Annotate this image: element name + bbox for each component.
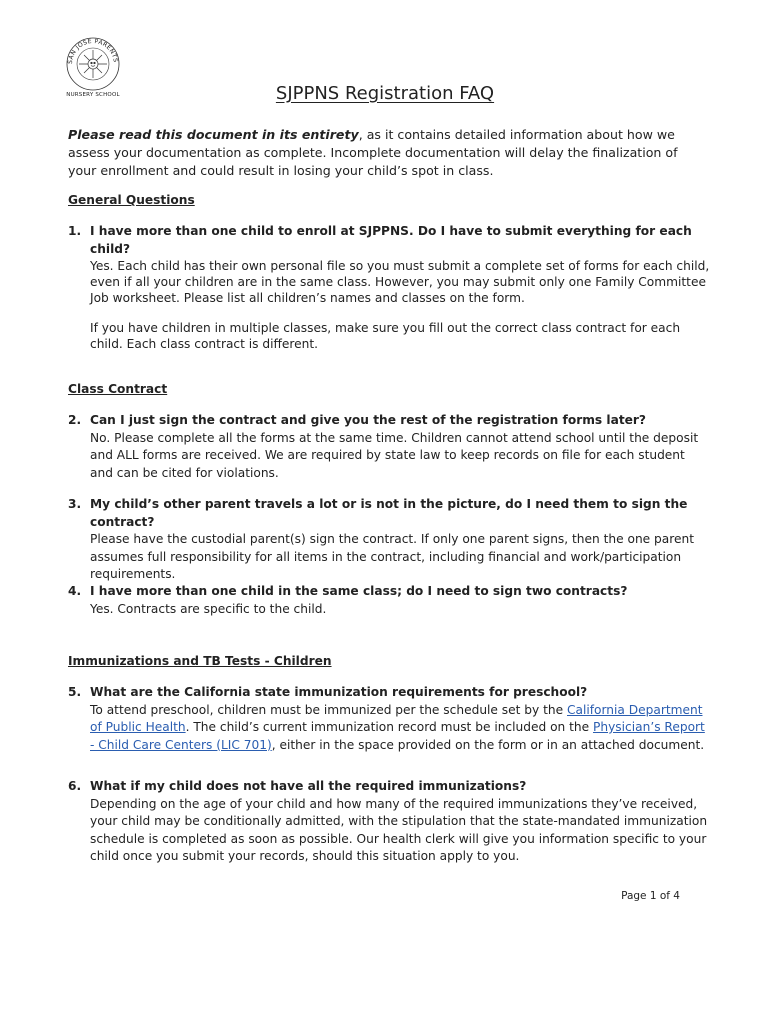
question-number: 3. — [68, 497, 82, 511]
lic701-form-link[interactable]: Physician’s Report - Child Care Centers (LIC 701) — [90, 720, 705, 752]
question-5 — [68, 684, 708, 754]
question-text: I have more than one child to enroll at SJPPNS. Do I have to submit everything for each child? — [90, 224, 692, 256]
section-heading-contract: Class Contract — [68, 382, 168, 396]
page-title: SJPPNS Registration FAQ — [275, 83, 495, 104]
section-heading-general: General Questions — [68, 193, 195, 207]
intro-rest: , as it contains detailed information about how we assess your documentation as complete. Incomplete documentation will delay the finalization of your enrollment and could result in losing your child’s spot in class. — [68, 127, 678, 178]
question-1 — [68, 223, 708, 258]
question-text: Can I just sign the contract and give you the rest of the registration forms later? — [90, 413, 647, 427]
answer-text: Depending on the age of your child and how many of the required immunizations they’ve received, your child may be conditionally admitted, with the stipulation that the state-mandated immunization schedule is completed as soon as possible. Our health clerk will give you information specific to your child once you submit your records, should this situation apply to you. — [90, 796, 708, 863]
answer-1-paragraph-2: If you have children in multiple classes, make sure you fill out the correct class contract for each child. Each class contract is different. — [90, 321, 681, 352]
intro-lead: Please read this document in its entirety — [68, 127, 359, 142]
cdph-link[interactable]: California Department of Public Health — [90, 702, 703, 734]
question-number: 2. — [68, 413, 82, 427]
question-number: 4. — [68, 584, 82, 598]
question-text: What are the California state immunization requirements for preschool? — [90, 685, 588, 699]
question-number: 1. — [68, 224, 82, 238]
logo-ring-text: SAN JOSE PARENTS — [66, 37, 120, 65]
answer-text: Yes. Contracts are specific to the child. — [90, 601, 327, 616]
answer-text: Please have the custodial parent(s) sign the contract. If only one parent signs, then the one parent assumes full responsibility for all items in the contract, including financial and work/participation requirements. — [90, 532, 694, 581]
question-text: I have more than one child in the same class; do I need to sign two contracts? — [90, 584, 628, 598]
page-number: Page 1 of 4 — [621, 890, 680, 902]
question-text: My child’s other parent travels a lot or is not in the picture, do I need them to sign the contract? — [90, 497, 688, 529]
logo-caption: NURSERY SCHOOL — [66, 92, 120, 98]
question-text: What if my child does not have all the required immunizations? — [90, 779, 527, 793]
question-number: 5. — [68, 685, 82, 699]
question-6 — [68, 778, 708, 866]
answer-text: No. Please complete all the forms at the same time. Children cannot attend school until the deposit and ALL forms are received. We are required by state law to keep records on file for each student and can be cited for violations. — [90, 430, 699, 480]
question-number: 6. — [68, 779, 82, 793]
question-3 — [68, 496, 708, 584]
intro-paragraph — [68, 126, 708, 180]
answer-text: To attend preschool, children must be immunized per the schedule set by the California Department of Public Health. The child’s current immunization record must be included on the Physician’s Report - Child Care Centers (LIC 701), either in the space provided on the form or in an attached document. — [90, 702, 705, 752]
section-heading-immunizations: Immunizations and TB Tests - Children — [68, 654, 332, 668]
answer-1-paragraph-1: Yes. Each child has their own personal file so you must submit a complete set of forms for each child, even if all your children are in the same class. However, you may submit only one Family Committee Job worksheet. Please list all children’s names and classes on the form. — [90, 259, 710, 306]
question-2 — [68, 412, 708, 482]
compass-rose-icon — [79, 50, 107, 78]
question-4 — [68, 583, 708, 618]
